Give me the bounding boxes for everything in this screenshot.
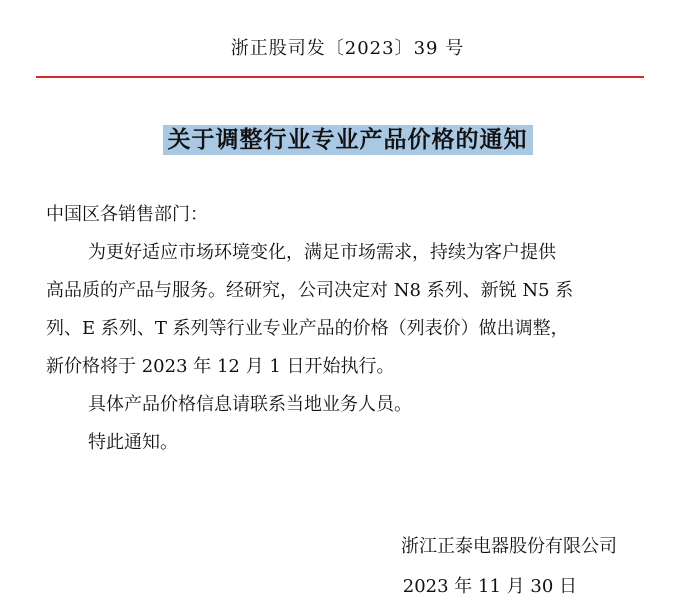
document-number: 浙正股司发〔2023〕39 号 <box>230 38 465 59</box>
red-header-rule <box>36 76 644 78</box>
salutation: 中国区各销售部门： <box>46 204 208 225</box>
body-line: 特此通知。 <box>88 432 178 453</box>
body-line: 具体产品价格信息请联系当地业务人员。 <box>88 394 412 415</box>
title-container <box>0 125 695 155</box>
issue-date: 2023 年 11 月 30 日 <box>402 576 577 597</box>
notice-title: 关于调整行业专业产品价格的通知 <box>163 125 533 155</box>
body-line: 列、E 系列、T 系列等行业专业产品的价格（列表价）做出调整， <box>46 318 569 339</box>
company-signature: 浙江正泰电器股份有限公司 <box>401 536 617 557</box>
notice-body <box>46 234 646 462</box>
body-line: 高品质的产品与服务。经研究，公司决定对 N8 系列、新锐 N5 系 <box>46 280 574 301</box>
body-line: 为更好适应市场环境变化，满足市场需求，持续为客户提供 <box>88 242 556 263</box>
body-line: 新价格将于 2023 年 12 月 1 日开始执行。 <box>46 356 395 377</box>
